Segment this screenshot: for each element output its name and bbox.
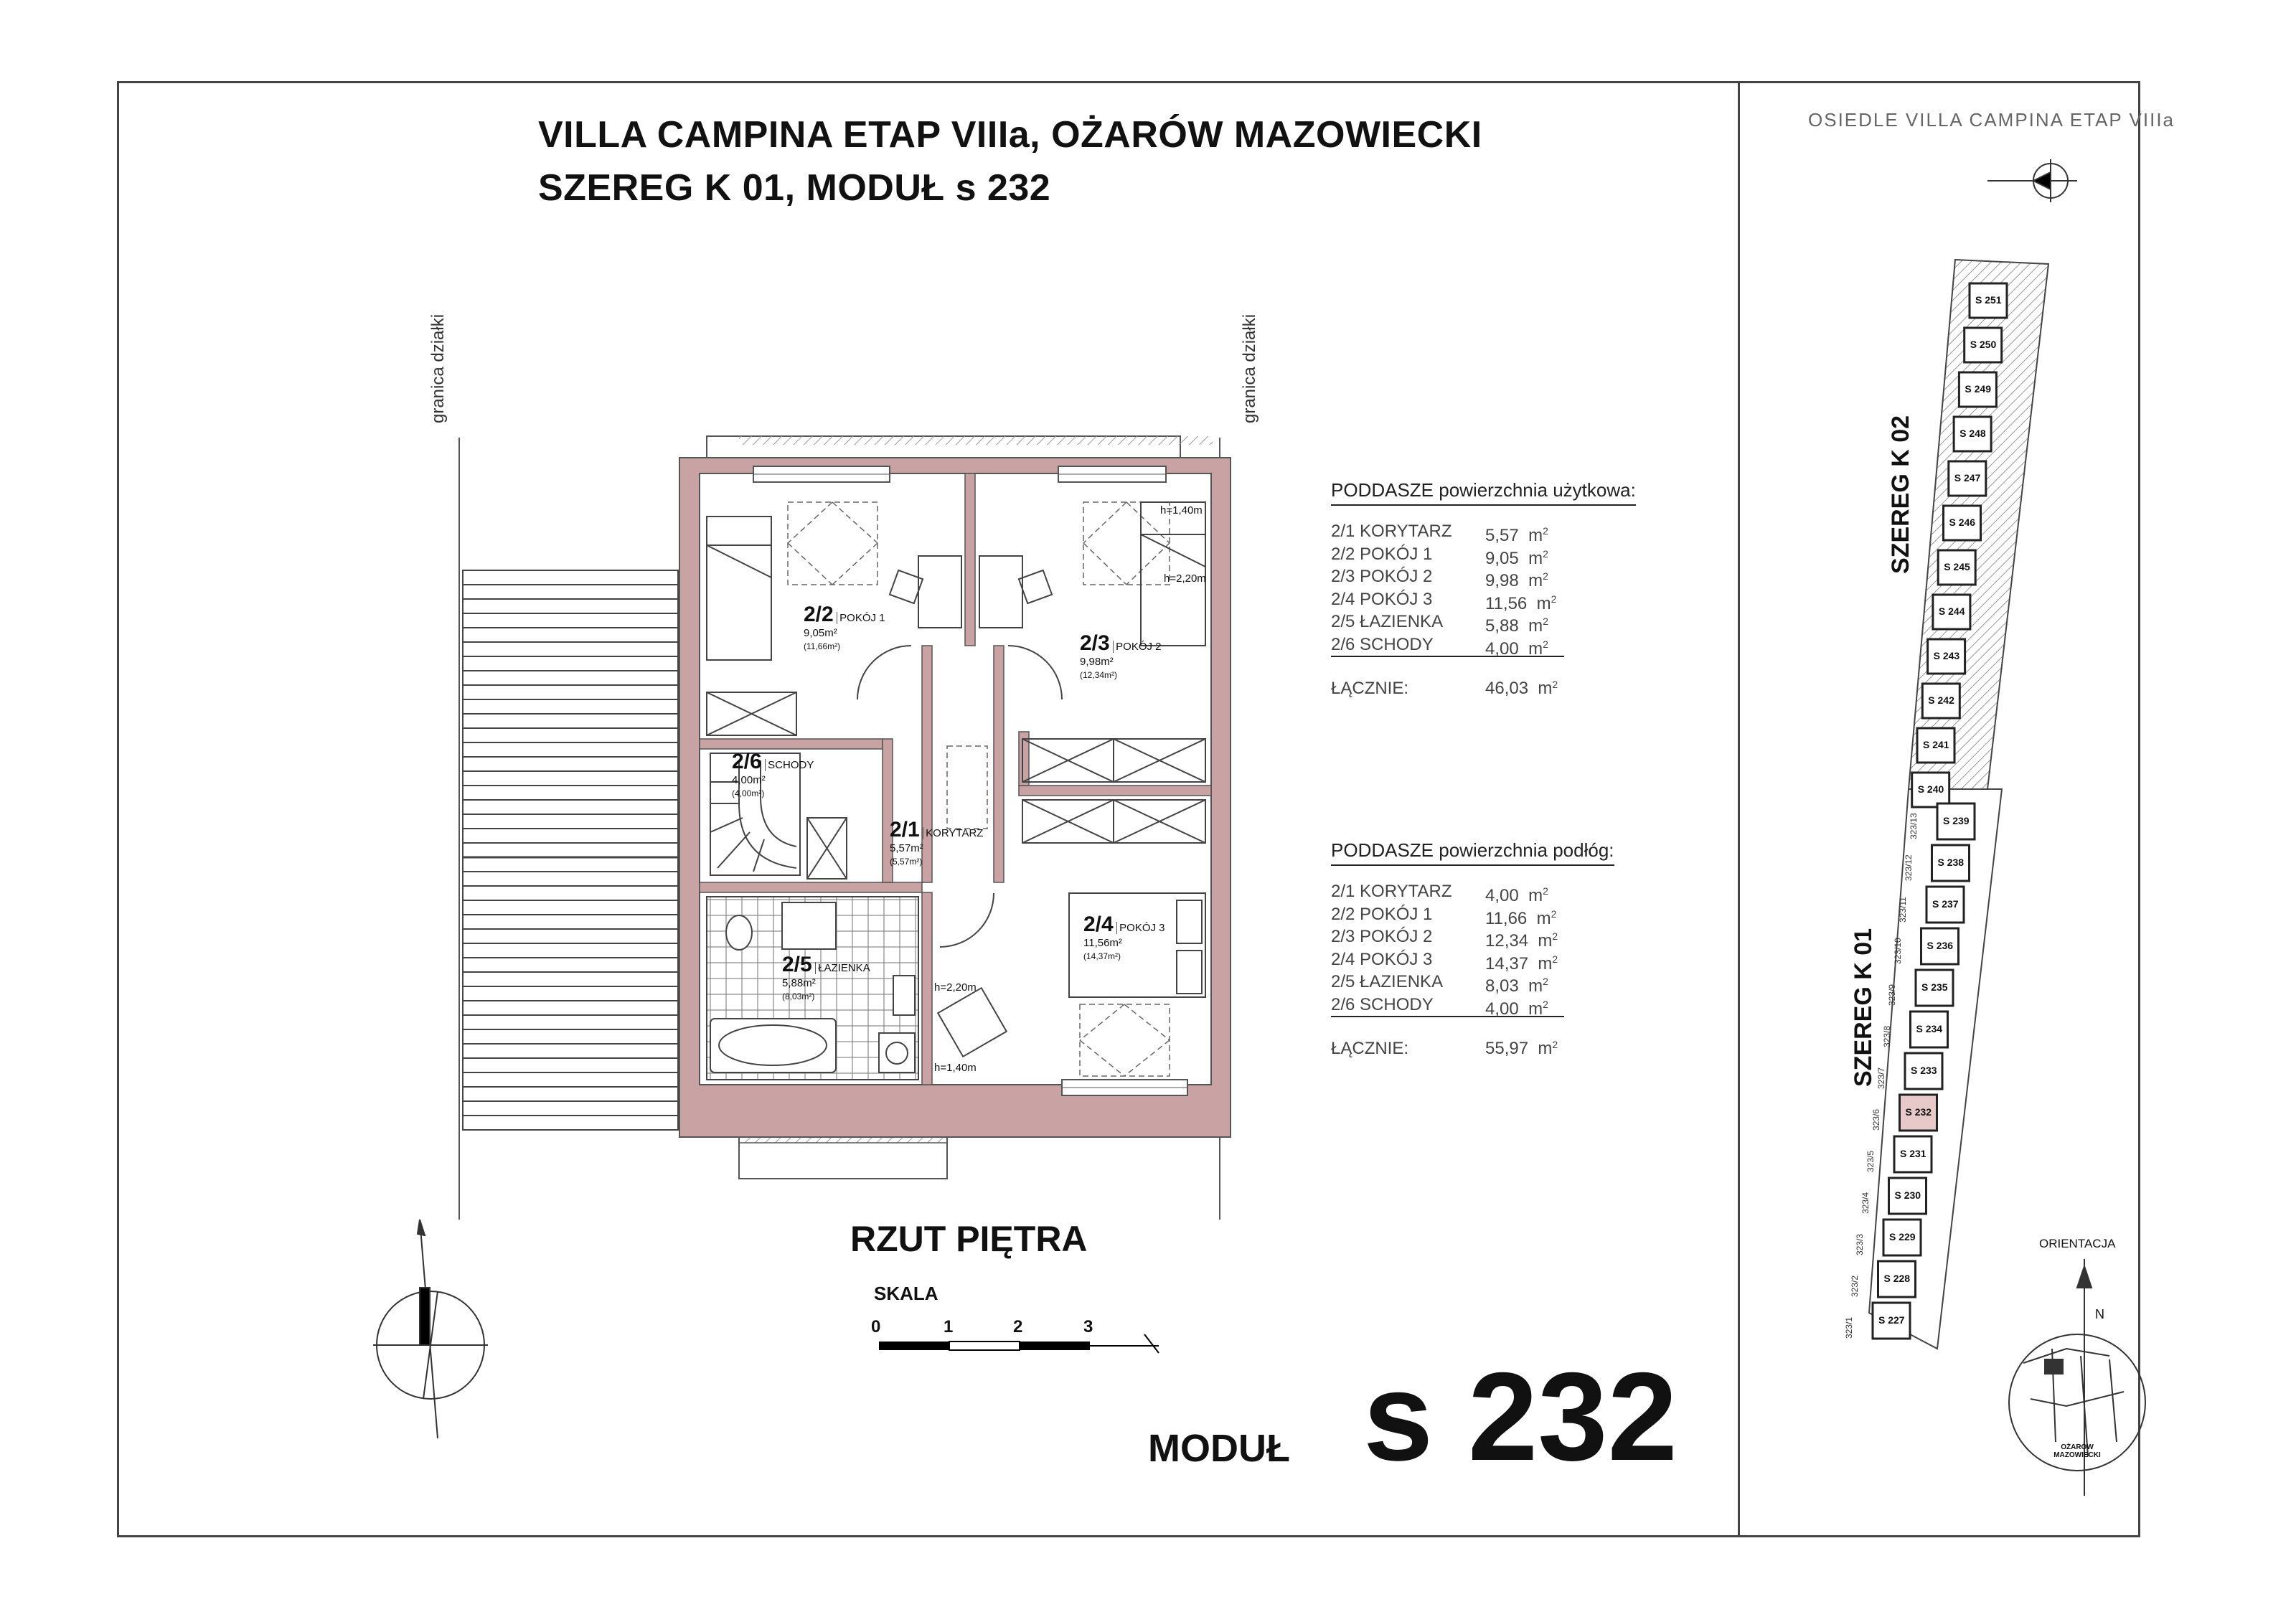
- site-unit-label: S 228: [1883, 1273, 1911, 1284]
- area-row-value: 11,66: [1485, 908, 1528, 928]
- locator-map: [2009, 1259, 2145, 1496]
- site-unit-label: S 239: [1943, 815, 1970, 826]
- scale-label: SKALA: [874, 1283, 938, 1304]
- site-unit-label: S 240: [1917, 783, 1944, 795]
- height-marker: h=2,20m: [934, 981, 977, 994]
- scale-tick-0: 0: [871, 1317, 881, 1336]
- site-unit-label: S 248: [1959, 428, 1986, 439]
- area-row-label: 2/3 POKÓJ 2: [1331, 567, 1433, 586]
- parcel-number: 323/13: [1909, 813, 1919, 839]
- site-unit-label: S 251: [1975, 294, 2002, 306]
- site-unit-label: S 250: [1970, 339, 1997, 350]
- area-row-label: 2/1 KORYTARZ: [1331, 882, 1452, 901]
- room-label: [782, 953, 870, 1003]
- north-label: N: [2095, 1307, 2104, 1321]
- area-row-label: 2/6 SCHODY: [1331, 994, 1434, 1014]
- parcel-number: 323/2: [1849, 1275, 1860, 1297]
- module-number: s 232: [1363, 1347, 1678, 1487]
- area-row: 2/2 POKÓJ 1 11,66 $m^2$: [1331, 904, 1557, 928]
- area-row: 2/3 POKÓJ 2 12,34 $m^2$: [1331, 927, 1558, 951]
- parcel-number: 323/10: [1892, 938, 1903, 964]
- area-row-value: 4,00: [1485, 638, 1519, 659]
- room-name: ŁAZIENKA: [815, 962, 870, 974]
- parcel-number: 323/3: [1855, 1233, 1865, 1255]
- parcel-number: 323/6: [1871, 1108, 1881, 1131]
- site-unit-label: S 236: [1926, 940, 1954, 951]
- area-row: 2/4 POKÓJ 3 14,37 $m^2$: [1331, 949, 1558, 973]
- site-unit-label: S 231: [1900, 1148, 1926, 1159]
- floor-area-table: [1331, 839, 1614, 1059]
- area-row-value: 5,88: [1485, 616, 1519, 636]
- room-code: 2/3: [1080, 631, 1110, 655]
- area-row-value: 8,03: [1485, 976, 1519, 996]
- plot-boundary-label-right: granica działki: [1240, 313, 1259, 423]
- area-row: 2/5 ŁAZIENKA 5,88 $m^2$: [1331, 612, 1548, 636]
- room-code: 2/5: [782, 953, 812, 976]
- floor-total: ŁĄCZNIE: 55,97 m 2: [1331, 1039, 1558, 1058]
- scale-tick-3: 3: [1083, 1317, 1093, 1336]
- height-marker: h=2,20m: [1164, 572, 1206, 585]
- drawing-title: RZUT PIĘTRA: [850, 1219, 1088, 1259]
- site-unit-label: S 238: [1937, 857, 1965, 868]
- parcel-number: 323/9: [1887, 984, 1897, 1006]
- height-marker: h=1,40m: [934, 1062, 977, 1074]
- parcel-number: 323/12: [1903, 854, 1914, 881]
- usable-table-header: PODDASZE powierzchnia użytkowa:: [1331, 479, 1636, 506]
- site-unit-label: S 242: [1928, 694, 1954, 706]
- site-unit-label: S 237: [1932, 898, 1959, 910]
- room-name: KORYTARZ: [923, 827, 983, 839]
- floor-table-header: PODDASZE powierzchnia podłóg:: [1331, 839, 1614, 866]
- site-unit-label: S 244: [1938, 605, 1965, 617]
- parcel-number: 323/1: [1844, 1316, 1854, 1339]
- usable-total-value: 46,03: [1485, 679, 1529, 698]
- area-row-value: 9,05: [1485, 548, 1519, 568]
- area-row-label: 2/6 SCHODY: [1331, 634, 1434, 654]
- room-floor-area: (5,57m²): [890, 857, 923, 867]
- site-unit-label: S 234: [1916, 1023, 1943, 1034]
- room-floor-area: (12,34m²): [1080, 670, 1118, 680]
- room-area: 4,00m²: [732, 774, 766, 786]
- area-row-label: 2/5 ŁAZIENKA: [1331, 972, 1444, 991]
- area-row: 2/1 KORYTARZ 5,57 $m^2$: [1331, 522, 1548, 545]
- area-row-value: 4,00: [1485, 886, 1519, 905]
- room-code: 2/6: [732, 750, 762, 773]
- area-row-value: 14,37: [1485, 953, 1529, 973]
- room-floor-area: (14,37m²): [1083, 951, 1121, 961]
- area-row: 2/3 POKÓJ 2 9,98 $m^2$: [1331, 567, 1548, 590]
- room-area: 5,57m²: [890, 842, 923, 854]
- row-k02-label: SZEREG K 02: [1887, 415, 1914, 574]
- floor-total-value: 55,97: [1485, 1039, 1529, 1058]
- site-unit-label: S 229: [1889, 1231, 1916, 1243]
- area-row: 2/6 SCHODY 4,00 $m^2$: [1331, 633, 1564, 658]
- scale-tick-2: 2: [1013, 1317, 1023, 1336]
- room-label: [804, 603, 885, 653]
- parcel-number: 323/8: [1881, 1025, 1892, 1047]
- site-unit-label: S 246: [1949, 517, 1976, 528]
- terrace: [463, 570, 678, 1130]
- room-label: [732, 750, 814, 800]
- room-label: [1080, 631, 1162, 682]
- area-row-label: 2/4 POKÓJ 3: [1331, 949, 1433, 969]
- compass-left: [373, 1220, 488, 1438]
- area-row-label: 2/1 KORYTARZ: [1331, 522, 1452, 541]
- room-area: 5,88m²: [782, 977, 816, 989]
- map-town-label: OŻARÓW MAZOWIECKI: [2053, 1443, 2101, 1459]
- area-row-value: 4,00: [1485, 999, 1519, 1019]
- area-row: 2/1 KORYTARZ 4,00 $m^2$: [1331, 882, 1548, 905]
- room-floor-area: (4,00m²): [732, 788, 765, 798]
- site-unit-label: S 241: [1923, 739, 1949, 750]
- room-area: 11,56m²: [1083, 937, 1122, 949]
- site-unit-label: S 235: [1921, 981, 1948, 993]
- room-floor-area: (8,03m²): [782, 991, 815, 1001]
- room-code: 2/2: [804, 603, 834, 626]
- area-row-label: 2/5 ŁAZIENKA: [1331, 612, 1444, 631]
- site-unit-label: S 247: [1954, 472, 1981, 484]
- site-unit-label: S 230: [1894, 1189, 1921, 1201]
- area-row-label: 2/4 POKÓJ 3: [1331, 589, 1433, 609]
- height-marker: h=1,40m: [1160, 504, 1203, 517]
- room-area: 9,05m²: [804, 627, 837, 639]
- parcel-number: 323/11: [1898, 897, 1908, 923]
- area-row-value: 12,34: [1485, 931, 1529, 951]
- area-row-label: 2/2 POKÓJ 1: [1331, 904, 1433, 924]
- orientation-label: ORIENTACJA: [2039, 1237, 2116, 1250]
- usable-total: ŁĄCZNIE: 46,03 m 2: [1331, 679, 1558, 698]
- row-k01-label: SZEREG K 01: [1850, 928, 1877, 1087]
- site-compass: [1987, 159, 2077, 202]
- room-name: POKÓJ 1: [837, 612, 885, 624]
- module-subtitle: SZEREG K 01, MODUŁ s 232: [538, 167, 1051, 209]
- area-row-value: 11,56: [1485, 593, 1528, 613]
- area-row-label: 2/2 POKÓJ 1: [1331, 544, 1433, 564]
- area-row-value: 9,98: [1485, 571, 1519, 590]
- area-row-label: 2/3 POKÓJ 2: [1331, 927, 1433, 946]
- usable-total-label: ŁĄCZNIE:: [1331, 679, 1409, 698]
- room-name: SCHODY: [765, 759, 814, 771]
- area-row: 2/6 SCHODY 4,00 $m^2$: [1331, 994, 1564, 1018]
- room-label: [890, 818, 983, 868]
- area-row: 2/4 POKÓJ 3 11,56 $m^2$: [1331, 589, 1557, 613]
- floor-total-label: ŁĄCZNIE:: [1331, 1039, 1409, 1058]
- area-row-value: 5,57: [1485, 526, 1519, 545]
- room-name: POKÓJ 3: [1116, 922, 1165, 934]
- room-area: 9,98m²: [1080, 656, 1114, 668]
- module-label: MODUŁ: [1148, 1427, 1290, 1470]
- site-unit-label: S 232: [1905, 1106, 1932, 1118]
- site-unit-label: S 227: [1878, 1314, 1905, 1326]
- site-unit-label: S 243: [1933, 650, 1960, 661]
- plot-boundary-label-left: granica działki: [428, 313, 448, 423]
- parcel-number: 323/4: [1860, 1192, 1871, 1214]
- room-label: [1083, 913, 1165, 963]
- parcel-number: 323/5: [1866, 1150, 1876, 1172]
- site-unit-label: S 233: [1911, 1065, 1937, 1076]
- project-title: VILLA CAMPINA ETAP VIIIa, OŻARÓW MAZOWIECKI: [538, 114, 1482, 156]
- area-row: 2/5 ŁAZIENKA 8,03 $m^2$: [1331, 972, 1548, 996]
- room-code: 2/4: [1083, 913, 1114, 936]
- room-floor-area: (11,66m²): [804, 641, 841, 651]
- parcel-number: 323/7: [1876, 1067, 1886, 1089]
- usable-area-table: [1331, 479, 1636, 699]
- site-unit-label: S 249: [1965, 383, 1991, 395]
- room-code: 2/1: [890, 818, 920, 841]
- estate-name: OSIEDLE VILLA CAMPINA ETAP VIIIa: [1808, 109, 2175, 131]
- room-name: POKÓJ 2: [1113, 641, 1161, 653]
- site-unit-label: S 245: [1944, 561, 1970, 572]
- scale-tick-1: 1: [944, 1317, 954, 1336]
- area-row: 2/2 POKÓJ 1 9,05 $m^2$: [1331, 544, 1548, 568]
